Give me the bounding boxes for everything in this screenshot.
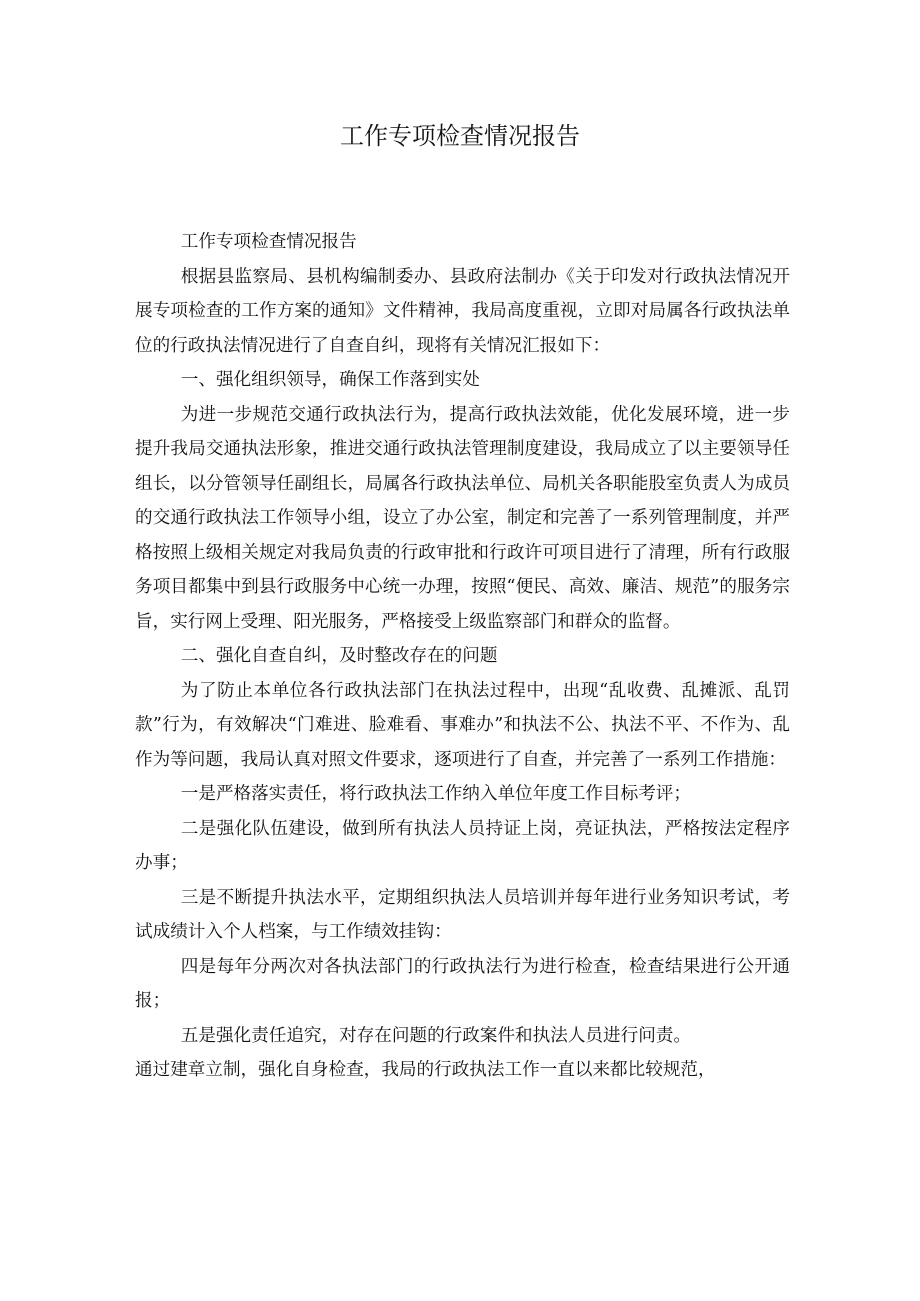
document-body — [135, 225, 790, 1088]
paragraph-section-2: 为了防止本单位各行政执法部门在执法过程中，出现“乱收费、乱摊派、乱罚款”行为，有效解决“门难进、脸难看、事难办”和执法不公、执法不平、不作为、乱作为等问题，我局认真对照文件要求，逐项进行了自查，并完善了一系列工作措施： — [135, 680, 790, 770]
measure-item-4: 四是每年分两次对各执法部门的行政执法行为进行检查，检查结果进行公开通报； — [135, 956, 790, 1011]
section-heading-1: 一、强化组织领导，确保工作落到实处 — [180, 370, 480, 390]
measure-item-5: 五是强化责任追究，对存在问题的行政案件和执法人员进行问责。 — [180, 1025, 691, 1046]
paragraph-conclusion: 通过建章立制，强化自身检查，我局的行政执法工作一直以来都比较规范， — [135, 1060, 716, 1080]
body-subtitle: 工作专项检查情况报告 — [180, 232, 357, 252]
section-heading-2: 二、强化自查自纠，及时整改存在的问题 — [180, 646, 498, 666]
measure-item-3: 三是不断提升执法水平，定期组织执法人员培训并每年进行业务知识考试，考试成绩计入个人档案，与工作绩效挂钩： — [135, 887, 790, 942]
paragraph-section-1: 为进一步规范交通行政执法行为，提高行政执法效能，优化发展环境，进一步提升我局交通执法形象，推进交通行政执法管理制度建设，我局成立了以主要领导任组长，以分管领导任副组长，局属各行政执法单位、局机关各职能股室负责人为成员的交通行政执法工作领导小组，设立了办公室，制定和完善了一系列管理制度，并严格按照上级相关规定对我局负责的行政审批和行政许可项目进行了清理，所有行政服务项目都集中到县行政服务中心统一办理，按照“便民、高效、廉洁、规范”的服务宗旨，实行网上受理、阳光服务，严格接受上级监察部门和群众的监督。 — [135, 404, 790, 632]
paragraph-intro: 根据县监察局、县机构编制委办、县政府法制办《关于印发对行政执法情况开展专项检查的工作方案的通知》文件精神，我局高度重视，立即对局属各行政执法单位的行政执法情况进行了自查自纠，现将有关情况汇报如下： — [135, 266, 790, 356]
document-title: 工作专项检查情况报告 — [340, 122, 580, 150]
measure-item-2: 二是强化队伍建设，做到所有执法人员持证上岗，亮证执法，严格按法定程序办事； — [135, 818, 790, 873]
measure-item-1: 一是严格落实责任，将行政执法工作纳入单位年度工作目标考评； — [180, 784, 691, 804]
